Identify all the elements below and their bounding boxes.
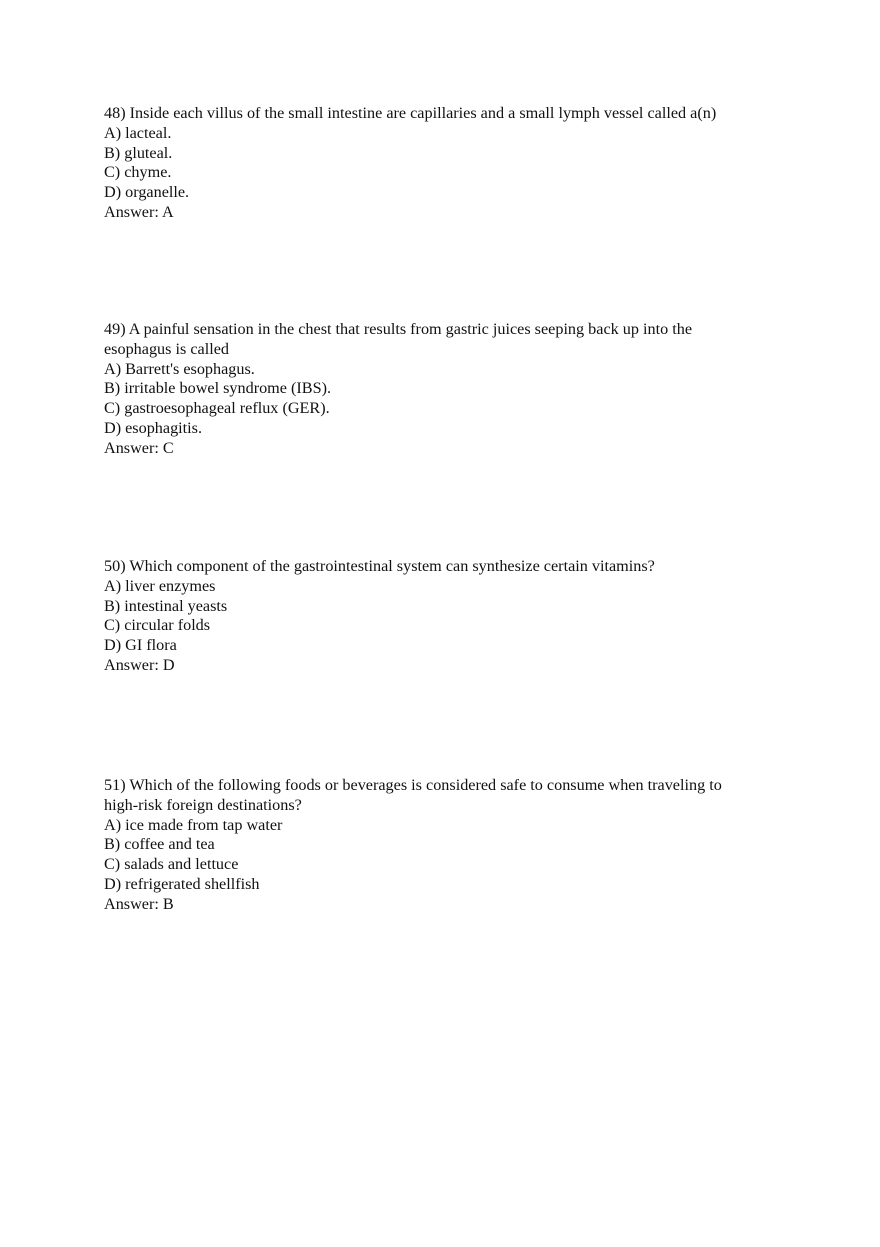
- option-d: D) esophagitis.: [104, 418, 203, 437]
- option-b: B) gluteal.: [104, 143, 173, 162]
- option-a: A) ice made from tap water: [104, 815, 283, 834]
- option-a: A) liver enzymes: [104, 576, 216, 595]
- question-stem-continued: esophagus is called: [104, 339, 229, 358]
- option-a: A) lacteal.: [104, 123, 172, 142]
- question-stem: 50) Which component of the gastrointestinal system can synthesize certain vitamins?: [104, 557, 655, 575]
- question-stem: 49) A painful sensation in the chest that results from gastric juices seeping back up into the: [104, 320, 693, 338]
- option-d: D) organelle.: [104, 183, 190, 202]
- question-51: [104, 776, 804, 915]
- question-stem: 48) Inside each villus of the small intestine are capillaries and a small lymph vessel called a(n): [104, 104, 717, 122]
- option-d: D) refrigerated shellfish: [104, 874, 260, 893]
- question-48: [104, 104, 804, 223]
- answer: Answer: D: [104, 655, 175, 674]
- option-b: B) irritable bowel syndrome (IBS).: [104, 379, 332, 398]
- answer: Answer: C: [104, 438, 174, 457]
- question-49: [104, 320, 804, 459]
- option-c: C) gastroesophageal reflux (GER).: [104, 399, 330, 418]
- answer: Answer: A: [104, 202, 174, 221]
- option-c: C) salads and lettuce: [104, 855, 239, 874]
- option-d: D) GI flora: [104, 636, 177, 655]
- answer: Answer: B: [104, 894, 174, 913]
- option-a: A) Barrett's esophagus.: [104, 359, 255, 378]
- question-stem-continued: high-risk foreign destinations?: [104, 795, 302, 814]
- question-stem: 51) Which of the following foods or beverages is considered safe to consume when traveling to: [104, 776, 722, 794]
- option-c: C) chyme.: [104, 163, 172, 182]
- option-c: C) circular folds: [104, 616, 211, 635]
- option-b: B) intestinal yeasts: [104, 596, 228, 615]
- option-b: B) coffee and tea: [104, 835, 215, 854]
- question-50: [104, 557, 804, 676]
